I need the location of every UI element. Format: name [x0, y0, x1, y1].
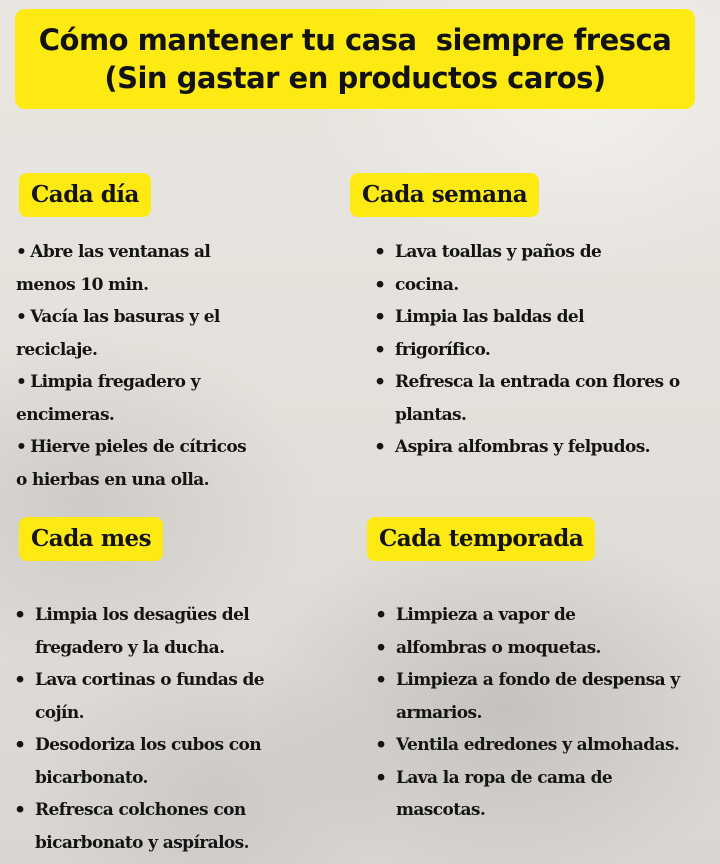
list-item	[16, 334, 246, 367]
list-item-text: menos 10 min.	[16, 274, 149, 295]
page-title-line-2: (Sin gastar en productos caros)	[104, 61, 606, 95]
section-heading-daily: Cada día	[19, 173, 151, 217]
list-item-text: Refresca colchones con	[35, 800, 246, 820]
list-item-text: Desodoriza los cubos con	[35, 735, 262, 755]
list-item	[374, 334, 680, 367]
bullet-icon: •	[375, 604, 387, 626]
bullet-icon: •	[16, 372, 27, 392]
section-heading-weekly: Cada semana	[350, 173, 539, 217]
bullet-icon: •	[374, 436, 386, 458]
list-item-text: Limpieza a fondo de despensa y	[396, 670, 680, 690]
list-item-text: bicarbonato.	[35, 767, 148, 788]
list-item-text: Lava cortinas o fundas de	[35, 670, 264, 690]
bullet-icon: •	[374, 306, 386, 328]
list-item-text: Lava la ropa de cama de	[396, 767, 613, 788]
list-item-text: Abre las ventanas al	[30, 242, 211, 262]
bullet-icon: •	[375, 766, 387, 789]
bullet-icon: •	[375, 734, 387, 756]
bullet-icon: •	[16, 242, 27, 262]
list-item	[374, 236, 680, 269]
list-item	[374, 301, 680, 334]
list-item	[16, 366, 246, 399]
list-item	[375, 794, 680, 827]
list-item-text: Vacía las basuras y el	[30, 307, 220, 327]
list-item	[14, 762, 264, 795]
list-item-text: cojín.	[35, 702, 84, 723]
list-item	[374, 431, 680, 464]
bullet-icon: •	[16, 437, 27, 457]
list-item-text: frigorífico.	[395, 339, 491, 360]
bullet-icon: •	[374, 371, 386, 393]
list-item	[16, 236, 246, 269]
list-item	[374, 269, 680, 302]
list-item-text: encimeras.	[16, 404, 115, 425]
list-item-text: plantas.	[395, 404, 467, 425]
seasonal-task-list	[375, 599, 680, 827]
list-item-text: mascotas.	[396, 800, 486, 820]
list-item-text: Lava toallas y paños de	[395, 242, 602, 262]
list-item	[16, 399, 246, 432]
list-item	[16, 269, 246, 302]
section-heading-seasonal: Cada temporada	[367, 517, 595, 561]
list-item-text: Limpieza a vapor de	[396, 605, 576, 625]
list-item	[375, 664, 680, 697]
list-item-text: Limpia fregadero y	[30, 372, 200, 392]
list-item-text: Aspira alfombras y felpudos.	[395, 437, 651, 457]
list-item-text: fregadero y la ducha.	[35, 637, 225, 658]
list-item	[14, 632, 264, 665]
daily-task-list	[16, 236, 246, 496]
list-item-text: Hierve pieles de cítricos	[30, 437, 247, 457]
bullet-icon: •	[374, 273, 386, 296]
monthly-task-list	[14, 599, 264, 859]
list-item-text: Refresca la entrada con flores o	[395, 372, 680, 392]
list-item	[16, 301, 246, 334]
bullet-icon: •	[14, 604, 26, 626]
list-item-text: armarios.	[396, 702, 482, 723]
list-item-text: bicarbonato y aspíralos.	[35, 832, 249, 853]
bullet-icon: •	[14, 669, 26, 691]
list-item	[14, 729, 264, 762]
bullet-icon: •	[16, 307, 27, 327]
list-item-text: o hierbas en una olla.	[16, 469, 209, 490]
section-heading-monthly: Cada mes	[19, 517, 163, 561]
bullet-icon: •	[375, 669, 387, 691]
list-item	[14, 664, 264, 697]
list-item	[16, 431, 246, 464]
bullet-icon: •	[14, 734, 26, 756]
list-item	[14, 794, 264, 827]
list-item	[14, 599, 264, 632]
list-item-text: cocina.	[395, 274, 459, 295]
list-item	[375, 697, 680, 730]
bullet-icon: •	[374, 241, 386, 263]
weekly-task-list	[374, 236, 680, 464]
list-item	[374, 366, 680, 399]
list-item-text: alfombras o moquetas.	[396, 637, 601, 658]
page-title-line-1: Cómo mantener tu casa siempre fresca	[38, 23, 672, 57]
list-item	[375, 762, 680, 795]
list-item	[14, 697, 264, 730]
title-banner	[15, 9, 695, 109]
list-item-text: reciclaje.	[16, 339, 98, 360]
list-item	[375, 729, 680, 762]
bullet-icon: •	[374, 338, 386, 361]
bullet-icon: •	[14, 799, 26, 821]
list-item-text: Limpia los desagües del	[35, 605, 250, 625]
bullet-icon: •	[375, 636, 387, 659]
list-item-text: Limpia las baldas del	[395, 307, 584, 327]
list-item	[375, 632, 680, 665]
list-item-text: Ventila edredones y almohadas.	[396, 735, 680, 755]
list-item	[14, 827, 264, 860]
list-item	[375, 599, 680, 632]
list-item	[16, 464, 246, 497]
list-item	[374, 399, 680, 432]
